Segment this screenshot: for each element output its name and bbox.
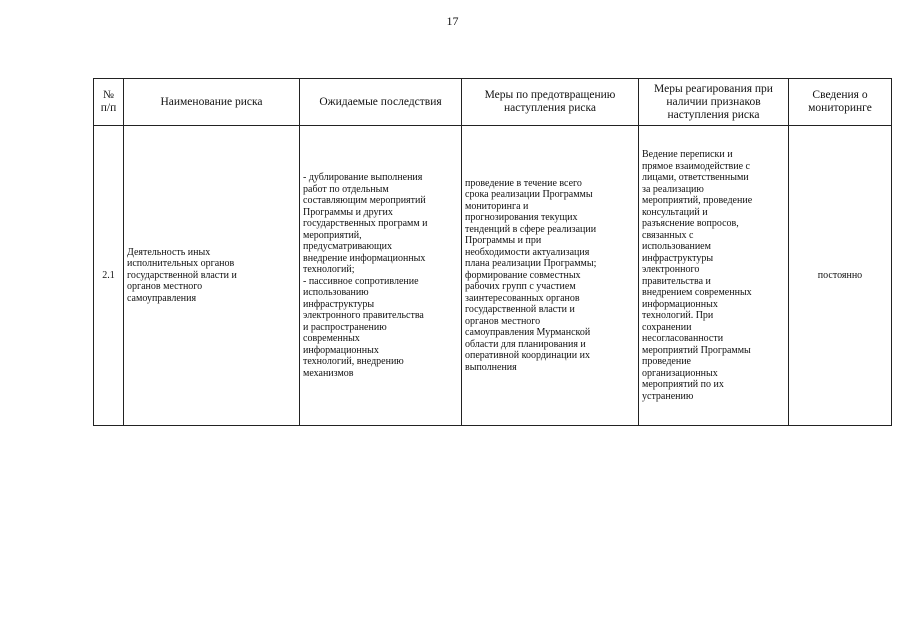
header-risk-name: Наименование риска bbox=[124, 79, 300, 126]
risk-name-cell: Деятельность иных исполнительных органов государственной власти и органов местного самоуправления bbox=[124, 126, 300, 426]
header-prevention: Меры по предотвращению наступления риска bbox=[462, 79, 639, 126]
header-monitoring: Сведения о мониторинге bbox=[789, 79, 892, 126]
table-row bbox=[94, 126, 892, 426]
header-consequences: Ожидаемые последствия bbox=[300, 79, 462, 126]
page-number: 17 bbox=[446, 14, 459, 28]
prevention-cell: проведение в течение всего срока реализации Программы мониторинга и прогнозирования текущих тенденций в сфере реализации Программы и при необходимости актуализация плана реализации Программы; формирование совместных рабочих групп с участием заинтересованных органов государственной власти и органов местного самоуправления Мурманской области для планирования и оперативной координации их выполнения bbox=[462, 126, 639, 426]
row-num-cell: 2.1 bbox=[94, 126, 124, 426]
consequences-cell: - дублирование выполнения работ по отдельным составляющим мероприятий Программы и других государственных программ и мероприятий, предусматривающих внедрение информационных технологий; - пассивное сопротивление использованию инфраструктуры электронного правительства и распространению современных информационных технологий, внедрению механизмов bbox=[300, 126, 462, 426]
monitoring-cell: постоянно bbox=[789, 126, 892, 426]
response-cell: Ведение переписки и прямое взаимодействие с лицами, ответственными за реализацию мероприятий, проведение консультаций и разъяснение вопросов, связанных с использованием инфраструктуры электронного правительства и внедрением современных информационных технологий. При сохранении несогласованности мероприятий Программы проведение организационных мероприятий по их устранению bbox=[639, 126, 789, 426]
risk-table bbox=[93, 78, 892, 426]
header-num: № п/п bbox=[94, 79, 124, 126]
table-header-row bbox=[94, 79, 892, 126]
header-response: Меры реагирования при наличии признаков наступления риска bbox=[639, 79, 789, 126]
